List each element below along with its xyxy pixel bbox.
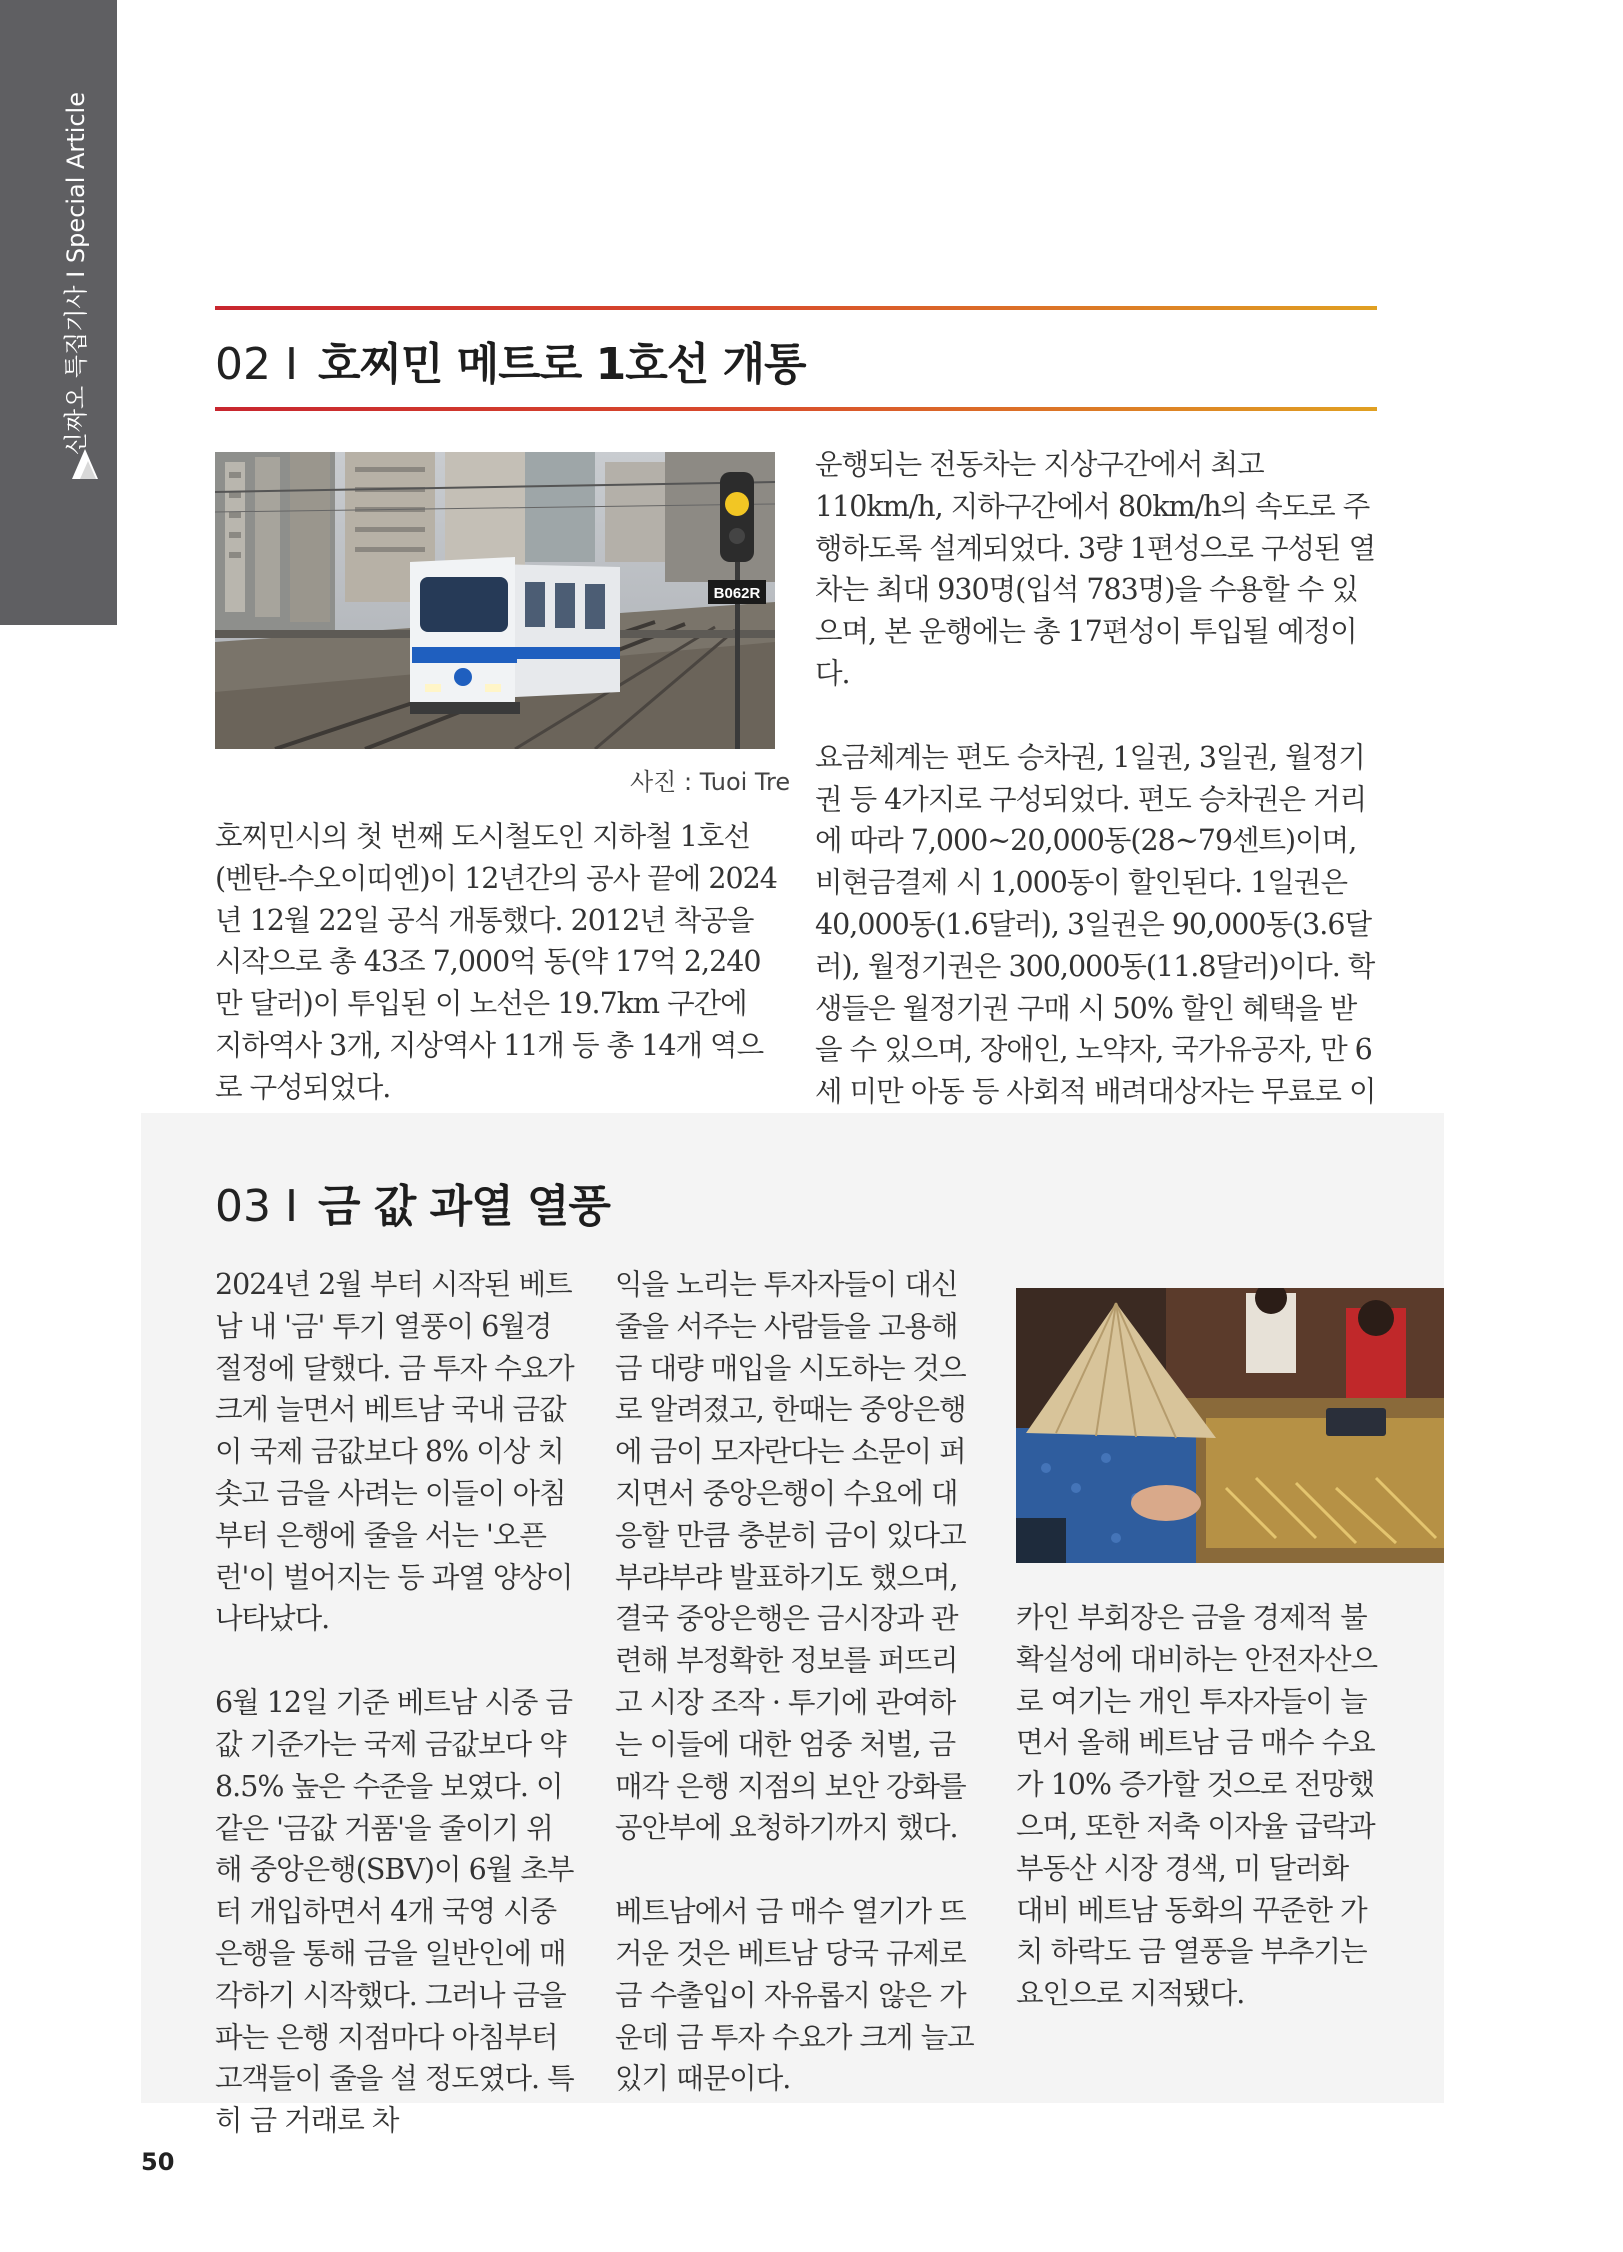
side-tab (0, 0, 117, 625)
photo-caption: 사진 : Tuoi Tre (630, 768, 791, 796)
mountain-icon (72, 445, 98, 479)
section3-col1-paragraph-2: 6월 12일 기준 베트남 시중 금값 기준가는 국제 금값보다 약 8.5% 높은 수준을 보였다. 이 같은 '금값 거품'을 줄이기 위해 중앙은행(SBV)이 6월 초부터 개입하면서 4개 국영 시중은행을 통해 금을 일반인에 매각하기 시작했다. 그러나 금을 파는 은행 지점마다 아침부터 고객들이 줄을 설 정도였다. 특히 금 거래로 차 (215, 1686, 574, 2138)
section3-number: 03 I (215, 1181, 298, 1232)
section2-number: 02 I (215, 339, 298, 390)
section3-col2-paragraph-2: 베트남에서 금 매수 열기가 뜨거운 것은 베트남 당국 규제로 금 수출입이 자유롭지 않은 가운데 금 투자 수요가 크게 늘고 있기 때문이다. (615, 1895, 974, 2096)
section2-bottom-rule (215, 407, 1377, 411)
page-number: 50 (141, 2148, 175, 2176)
section3-col1-paragraph-1: 2024년 2월 부터 시작된 베트남 내 '금' 투기 열풍이 6월경 절정에 달했다. 금 투자 수요가 크게 늘면서 베트남 국내 금값이 국제 금값보다 8% 이상 치솟고 금을 사려는 이들이 아침부터 은행에 줄을 서는 '오픈런'이 벌어지는 등 과열 양상이 나타났다. (215, 1268, 574, 1636)
section2-title: 호찌민 메트로 1호선 개통 (317, 339, 806, 390)
section2-heading (215, 328, 806, 392)
metro-train-photo (215, 452, 775, 749)
section2-paragraph-right-1: 운행되는 전동차는 지상구간에서 최고 110km/h, 지하구간에서 80km/h의 속도로 주행하도록 설계되었다. 3량 1편성으로 구성된 열차는 최대 930명(입석 783명)을 수용할 수 있으며, 본 운행에는 총 17편성이 투입될 예정이다. (815, 448, 1376, 690)
section3-column-2 (615, 1264, 977, 2100)
section3-heading (215, 1170, 610, 1234)
section3-col3-paragraph-1: 카인 부회장은 금을 경제적 불확실성에 대비하는 안전자산으로 여기는 개인 투자자들이 늘면서 올해 베트남 금 매수 수요가 10% 증가할 것으로 전망했으며, 또한 저축 이자율 급락과 부동산 시장 경색, 미 달러화 대비 베트남 동화의 꾸준한 가치 하락도 금 열풍을 부추기는 요인으로 지적됐다. (1016, 1601, 1378, 2011)
section3-column-3 (1016, 1597, 1381, 2015)
signal-plate-label: B062R (713, 585, 761, 602)
section3-title: 금 값 과열 열풍 (317, 1181, 610, 1232)
section2-paragraph-right-2: 요금체계는 편도 승차권, 1일권, 3일권, 월정기권 등 4가지로 구성되었다. 편도 승차권은 거리에 따라 7,000~20,000동(28~79센트)이며, 비현금결제 시 1,000동이 할인된다. 1일권은 40,000동(1.6달러), 3일권은 90,000동(3.6달러), 월정기권은 300,000동(11.8달러)이다. 학생들은 월정기권 구매 시 50% 할인 혜택을 받을 수 있으며, 장애인, 노약자, 국가유공자, 만 6세 미만 아동 등 사회적 배려대상자는 무료로 이 (815, 740, 1376, 1109)
section2-paragraph-left: 호찌민시의 첫 번째 도시철도인 지하철 1호선(벤탄-수오이띠엔)이 12년간의 공사 끝에 2024년 12월 22일 공식 개통했다. 2012년 착공을 시작으로 총 43조 7,000억 동(약 17억 2,240만 달러)이 투입된 이 노선은 19.7km 구간에 지하역사 3개, 지상역사 11개 등 총 14개 역으로 구성되었다. (215, 820, 777, 1104)
section2-left-column (215, 816, 778, 1109)
section2-top-rule (215, 306, 1377, 310)
side-tab-label: 신짜오 특집기사 I Special Article (62, 92, 90, 456)
section3-col2-paragraph-1: 익을 노리는 투자자들이 대신 줄을 서주는 사람들을 고용해 금 대량 매입을 시도하는 것으로 알려졌고, 한때는 중앙은행에 금이 모자란다는 소문이 퍼지면서 중앙은행이 수요에 대응할 만큼 충분히 금이 있다고 부랴부랴 발표하기도 했으며, 결국 중앙은행은 금시장과 관련해 부정확한 정보를 퍼뜨리고 시장 조작 · 투기에 관여하는 이들에 대한 엄중 처벌, 금 매각 은행 지점의 보안 강화를 공안부에 요청하기까지 했다. (615, 1268, 966, 1845)
gold-shop-photo (1016, 1288, 1444, 1563)
section3-column-1 (215, 1264, 577, 2142)
section2-right-column (815, 444, 1380, 1155)
